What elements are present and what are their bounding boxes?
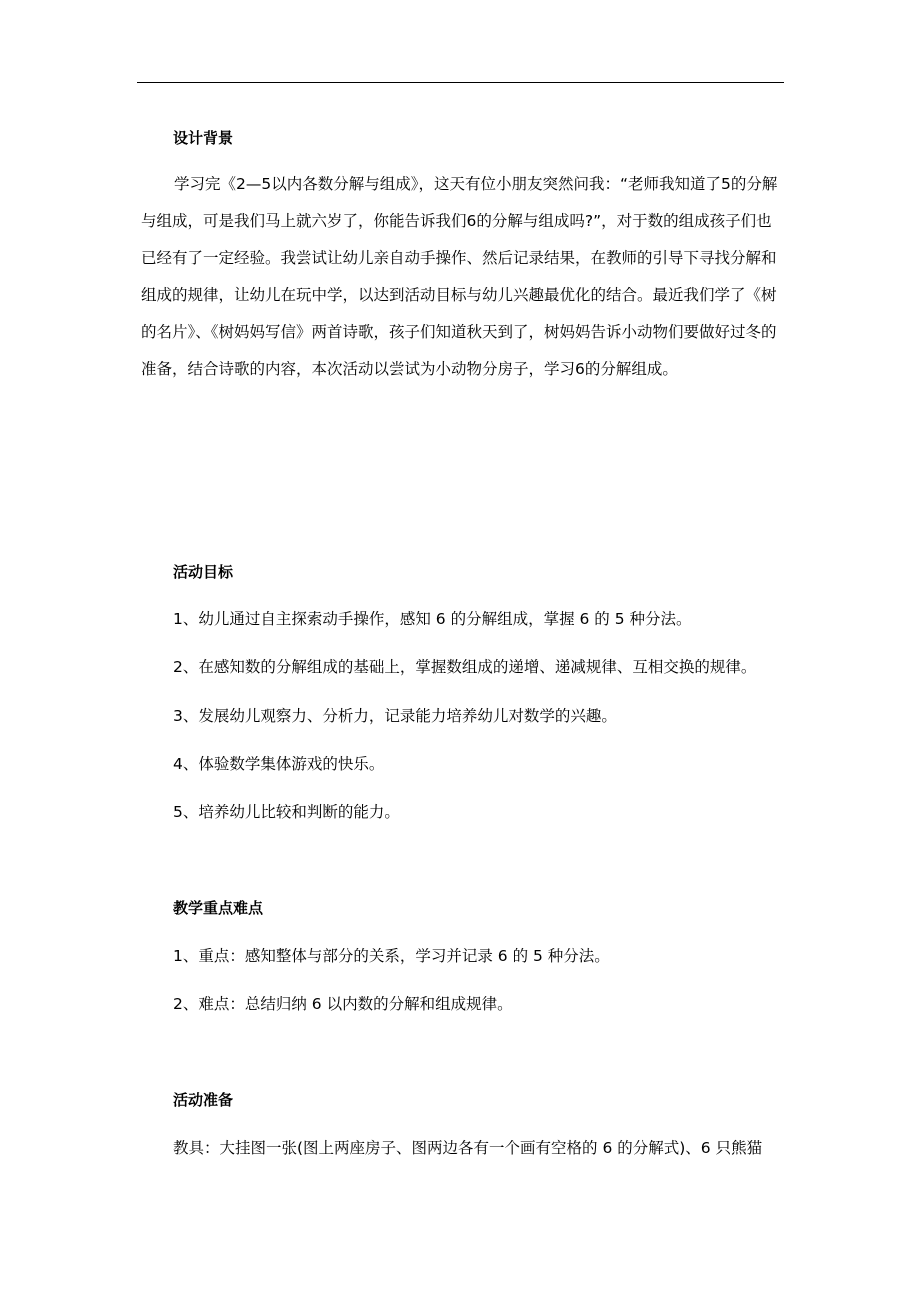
goal-item: 1、幼儿通过自主探索动手操作，感知 6 的分解组成，掌握 6 的 5 种分法。 (173, 610, 692, 628)
goal-item: 2、在感知数的分解组成的基础上，掌握数组成的递增、递减规律、互相交换的规律。 (173, 658, 757, 676)
section-heading-background: 设计背景 (173, 129, 234, 147)
section-heading-goals: 活动目标 (173, 563, 234, 581)
goal-item: 3、发展幼儿观察力、分析力，记录能力培养幼儿对数学的兴趣。 (173, 707, 617, 725)
section-heading-preparation: 活动准备 (173, 1091, 234, 1109)
key-point-item: 1、重点：感知整体与部分的关系，学习并记录 6 的 5 种分法。 (173, 947, 610, 965)
preparation-text: 教具：大挂图一张(图上两座房子、图两边各有一个画有空格的 6 的分解式)、6 只熊猫 (173, 1139, 763, 1157)
background-paragraph: 学习完《2—5以内各数分解与组成》，这天有位小朋友突然问我：“老师我知道了5的分解与组成，可是我们马上就六岁了，你能告诉我们6的分解与组成吗?”，对于数的组成孩子们也已经有了一定经验。我尝试让幼儿亲自动手操作、然后记录结果，在教师的引导下寻找分解和组成的规律，让幼儿在玩中学，以达到活动目标与幼儿兴趣最优化的结合。最近我们学了《树的名片》、《树妈妈写信》两首诗歌，孩子们知道秋天到了，树妈妈告诉小动物们要做好过冬的准备，结合诗歌的内容，本次活动以尝试为小动物分房子，学习6的分解组成。 (141, 175, 778, 378)
key-point-item: 2、难点：总结归纳 6 以内数的分解和组成规律。 (173, 995, 513, 1013)
header-rule (137, 82, 784, 83)
goal-item: 5、培养幼儿比较和判断的能力。 (173, 803, 400, 821)
section-heading-key-points: 教学重点难点 (173, 899, 264, 917)
goal-item: 4、体验数学集体游戏的快乐。 (173, 755, 385, 773)
